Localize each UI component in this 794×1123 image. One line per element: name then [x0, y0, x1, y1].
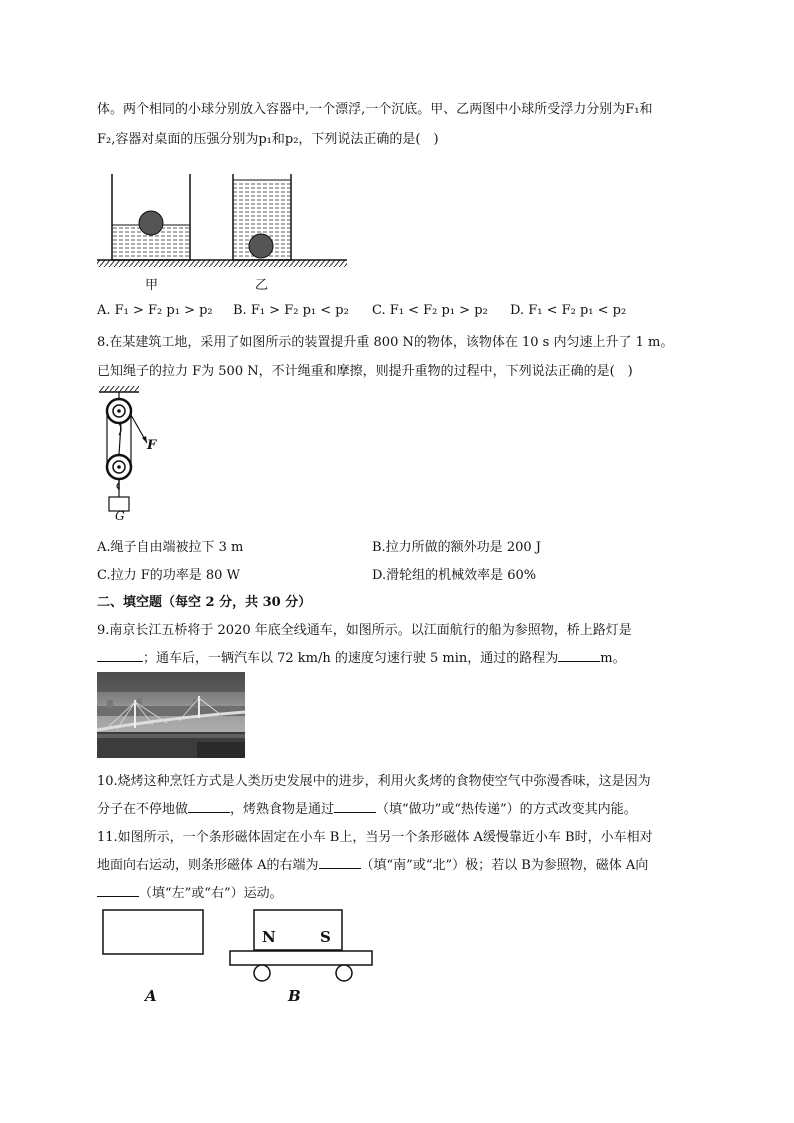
q11-blank-2[interactable]	[97, 882, 139, 897]
q10-line-1: 10.烧烤这种烹饪方式是人类历史发展中的进步，利用火炙烤的食物使空气中弥漫香味，这是因为	[97, 774, 651, 789]
q10-blank-1[interactable]	[188, 798, 230, 813]
q11-line-2-text-b: （填“南”或“北”）极；若以 B为参照物，磁体 A向	[360, 858, 649, 873]
label-north-pole: N	[262, 928, 276, 946]
label-jia: 甲	[145, 278, 159, 293]
cart-wheel-right	[336, 965, 352, 981]
q9-line-2-text-a: ；通车后，一辆汽车以 72 km/h 的速度匀速行驶 5 min，通过的路程为	[143, 651, 559, 666]
label-weight-g: G	[115, 509, 125, 523]
q9-line-2-text-b: m。	[600, 651, 626, 666]
cart-wheel-left	[254, 965, 270, 981]
moving-pulley	[107, 455, 131, 479]
q7-line-2: F₂,容器对桌面的压强分别为p₁和p₂，下列说法正确的是( )	[97, 132, 439, 147]
label-magnet-a: A	[145, 987, 157, 1005]
q11-line-3-text: （填“左”或“右”）运动。	[139, 886, 283, 901]
ceiling-hatch	[99, 386, 139, 392]
bridge-photo	[97, 672, 245, 758]
q10-line-2-text-a: 分子在不停地做	[97, 802, 189, 817]
q8-option-d: D.滑轮组的机械效率是 60%	[372, 568, 537, 583]
magnet-a	[103, 910, 203, 954]
label-south-pole: S	[320, 928, 331, 946]
q11-line-2-text-a: 地面向右运动，则条形磁体 A的右端为	[97, 858, 319, 873]
q10-line-2	[97, 798, 637, 817]
q11-magnets-figure	[100, 905, 380, 985]
q8-option-a: A.绳子自由端被拉下 3 m	[97, 540, 244, 555]
q9-blank-2[interactable]	[558, 647, 600, 662]
q9-line-2	[97, 647, 626, 666]
q7-option-b: B. F₁ > F₂ p₁ < p₂	[233, 303, 349, 318]
q11-line-2	[97, 854, 648, 873]
ground-hatch	[97, 260, 347, 267]
cart-b-body	[230, 951, 372, 965]
fixed-pulley	[107, 399, 131, 423]
q7-line-1: 体。两个相同的小球分别放入容器中,一个漂浮,一个沉底。甲、乙两图中小球所受浮力分别为F₁和	[97, 102, 653, 117]
sinking-ball	[249, 234, 273, 258]
container-jia	[112, 174, 190, 260]
q11-blank-1[interactable]	[319, 854, 361, 869]
q7-option-d: D. F₁ < F₂ p₁ < p₂	[510, 303, 627, 318]
q11-line-3	[97, 882, 283, 901]
q8-option-b: B.拉力所做的额外功是 200 J	[372, 540, 541, 555]
label-cart-b: B	[288, 987, 301, 1005]
q7-option-a: A. F₁ > F₂ p₁ > p₂	[97, 303, 213, 318]
q9-line-1: 9.南京长江五桥将于 2020 年底全线通车，如图所示。以江面航行的船为参照物，桥上路灯是	[97, 623, 632, 638]
floating-ball	[139, 211, 163, 235]
q11-line-1: 11.如图所示，一个条形磁体固定在小车 B上，当另一个条形磁体 A缓慢靠近小车 B时，小车相对	[97, 830, 653, 845]
container-yi	[233, 174, 291, 260]
q7-containers-figure	[95, 170, 350, 270]
q8-option-c: C.拉力 F的功率是 80 W	[97, 568, 240, 583]
label-force-f: F	[147, 438, 157, 453]
q10-line-2-text-b: ，烤熟食物是通过	[230, 802, 335, 817]
q9-blank-1[interactable]	[97, 647, 143, 662]
q10-blank-2[interactable]	[334, 798, 376, 813]
q8-line-2: 已知绳子的拉力 F为 500 N，不计绳重和摩擦，则提升重物的过程中，下列说法正确的是( )	[97, 364, 633, 379]
label-yi: 乙	[255, 278, 269, 293]
q8-line-1: 8.在某建筑工地，采用了如图所示的装置提升重 800 N的物体，该物体在 10 s 内匀速上升了 1 m。	[97, 335, 674, 350]
q8-pulley-figure	[95, 385, 165, 525]
q10-line-2-text-c: （填“做功”或“热传递”）的方式改变其内能。	[376, 802, 637, 817]
q7-option-c: C. F₁ < F₂ p₁ > p₂	[372, 303, 488, 318]
section-2-title: 二、填空题（每空 2 分，共 30 分）	[97, 595, 312, 610]
